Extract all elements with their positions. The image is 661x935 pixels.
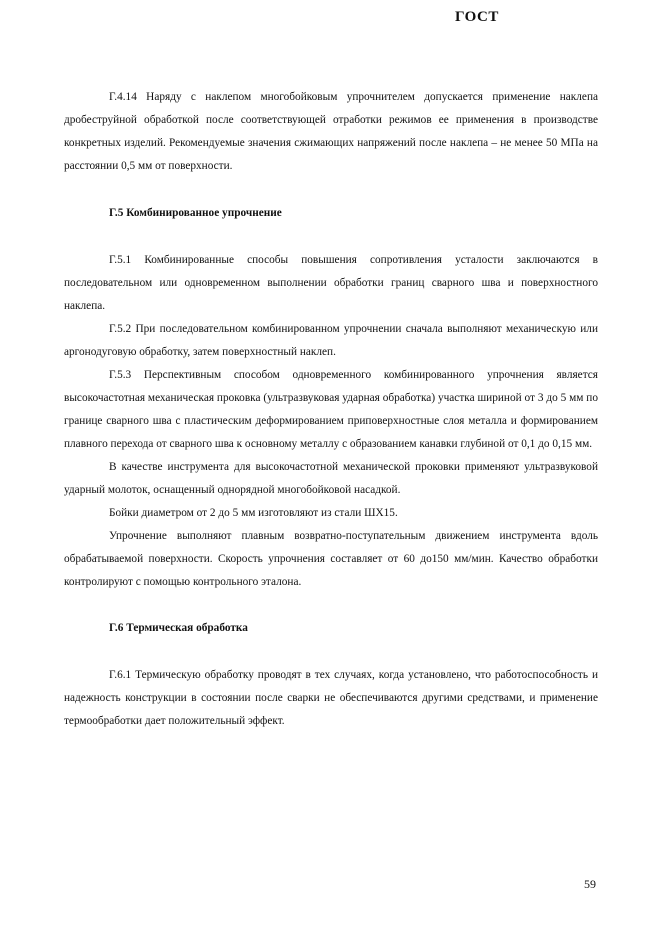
paragraph-strikers: Бойки диаметром от 2 до 5 мм изготовляют из стали ШХ15. xyxy=(109,507,398,519)
heading-g6-heat-treatment: Г.6 Термическая обработка xyxy=(109,622,248,634)
paragraph-g5-2: Г.5.2 При последовательном комбинированном упрочнении сначала выполняют механическую или аргонодуговую обработку, затем поверхностный наклеп. xyxy=(64,323,598,358)
page-header-title: ГОСТ xyxy=(455,9,499,25)
paragraph-hardening: Упрочнение выполняют плавным возвратно-поступательным движением инструмента вдоль обрабатываемой поверхности. Скорость упрочнения составляет от 60 до150 мм/мин. Качество обработки контролируют с помощью контрольного эталона. xyxy=(64,530,598,588)
heading-g5-combined-hardening: Г.5 Комбинированное упрочнение xyxy=(109,207,282,219)
document-body xyxy=(64,86,598,733)
paragraph-g6-1: Г.6.1 Термическую обработку проводят в тех случаях, когда установлено, что работоспособность и надежность конструкции в состоянии после сварки не обеспечиваются другими средствами, и применение термообработки дает положительный эффект. xyxy=(64,669,598,727)
paragraph-tool: В качестве инструмента для высокочастотной механической проковки применяют ультразвуковой ударный молоток, оснащенный однорядной многобойковой насадкой. xyxy=(64,461,598,496)
paragraph-g5-3: Г.5.3 Перспективным способом одновременного комбинированного упрочнения является высокочастотная механическая проковка (ультразвуковая ударная обработка) участка шириной от 3 до 5 мм по границе сварного шва с пластическим деформированием приповерхностные слоя металла и формированием плавного перехода от сварного шва к основному металлу с образованием канавки глубиной от 0,1 до 0,15 мм. xyxy=(64,369,598,450)
paragraph-g4-14: Г.4.14 Наряду с наклепом многобойковым упрочнителем допускается применение наклепа дробеструйной обработкой после соответствующей отработки режимов ее применения в производстве конкретных изделий. Рекомендуемые значения сжимающих напряжений после наклепа – не менее 50 МПа на расстоянии 0,5 мм от поверхности. xyxy=(64,91,598,172)
paragraph-g5-1: Г.5.1 Комбинированные способы повышения сопротивления усталости заключаются в последовательном или одновременном выполнении обработки границ сварного шва и поверхностного наклепа. xyxy=(64,254,598,312)
page-number: 59 xyxy=(584,877,596,891)
